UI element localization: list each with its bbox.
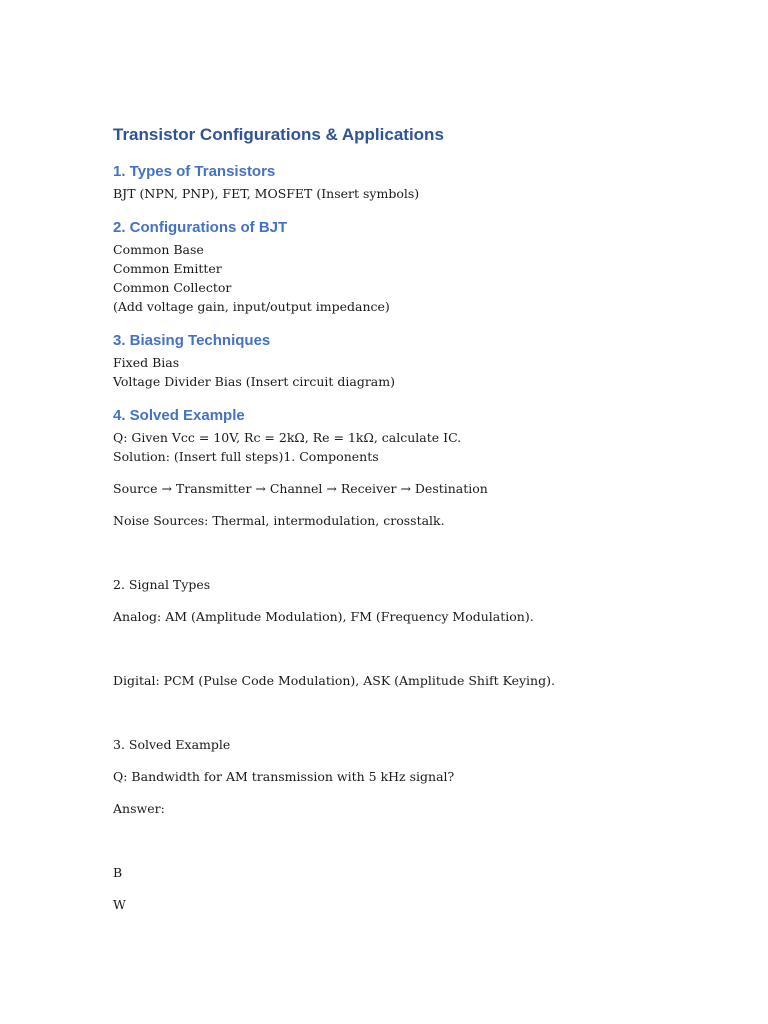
body-line-digital: Digital: PCM (Pulse Code Modulation), ASK (Amplitude Shift Keying).: [113, 673, 555, 688]
body-line-answer: Answer:: [113, 801, 165, 816]
configurations-line-common-emitter: Common Emitter: [113, 261, 222, 276]
solved-solution: Solution: (Insert full steps)1. Components: [113, 449, 379, 464]
body-line-bandwidth-question: Q: Bandwidth for AM transmission with 5 kHz signal?: [113, 769, 455, 784]
configurations-line-note: (Add voltage gain, input/output impedance): [113, 299, 390, 314]
configurations-line-common-collector: Common Collector: [113, 280, 232, 295]
body-line-analog: Analog: AM (Amplitude Modulation), FM (Frequency Modulation).: [113, 609, 534, 624]
types-line: BJT (NPN, PNP), FET, MOSFET (Insert symbols): [113, 186, 420, 201]
biasing-line-voltage-divider: Voltage Divider Bias (Insert circuit diagram): [113, 374, 395, 389]
body-line-solved-example: 3. Solved Example: [113, 737, 231, 752]
section-heading-types: 1. Types of Transistors: [113, 163, 276, 180]
body-line-b: B: [113, 865, 123, 880]
section-heading-configurations: 2. Configurations of BJT: [113, 219, 288, 236]
body-line-noise: Noise Sources: Thermal, intermodulation, crosstalk.: [113, 513, 445, 528]
body-line-signal-types: 2. Signal Types: [113, 577, 211, 592]
body-line-chain: Source → Transmitter → Channel → Receiver → Destination: [113, 481, 488, 496]
document-title: Transistor Configurations & Applications: [113, 125, 444, 144]
solved-question: Q: Given Vcc = 10V, Rc = 2kΩ, Re = 1kΩ, calculate IC.: [113, 430, 462, 445]
body-line-w: W: [113, 897, 126, 912]
section-heading-solved: 4. Solved Example: [113, 407, 245, 424]
section-heading-biasing: 3. Biasing Techniques: [113, 332, 271, 349]
biasing-line-fixed: Fixed Bias: [113, 355, 180, 370]
configurations-line-common-base: Common Base: [113, 242, 204, 257]
